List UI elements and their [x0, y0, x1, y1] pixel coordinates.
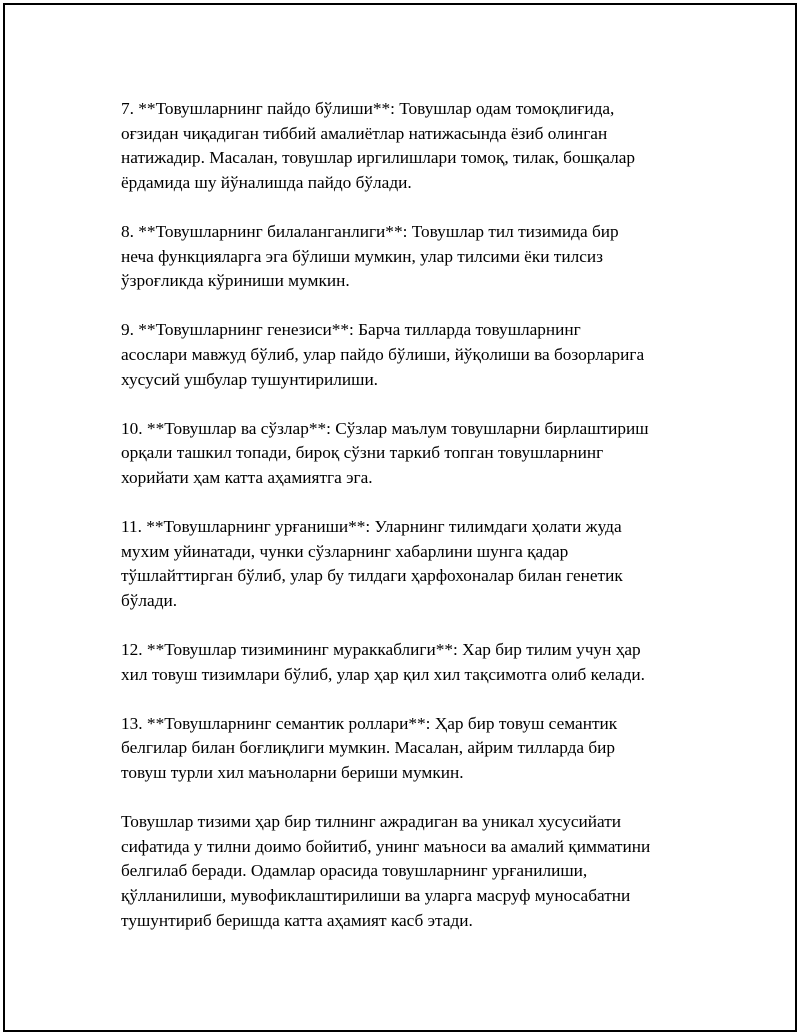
paragraph-line: ўзроғликда кўриниши мумкин. [121, 271, 350, 291]
paragraph-8 [121, 220, 701, 294]
paragraph-line: 13. **Товушларнинг семантик роллари**: Ҳар бир товуш семантик [121, 713, 618, 733]
document-body [121, 97, 701, 958]
paragraph-9 [121, 318, 701, 392]
paragraph-line: Товушлар тизими ҳар бир тилнинг ажрадиган ва уникал хусусийати [121, 812, 622, 832]
paragraph-line: хусусий ушбулар тушунтирилиши. [121, 369, 379, 389]
paragraph-11 [121, 515, 701, 613]
paragraph-line: бўлади. [121, 590, 178, 610]
paragraph-line: 8. **Товушларнинг билаланганлиги**: Товушлар тил тизимида бир [121, 221, 619, 241]
paragraph-line: 10. **Товушлар ва сўзлар**: Сўзлар маълум товушларни бирлаштириш [121, 418, 649, 438]
paragraph-line: оғзидан чиқадиган тиббий амалиётлар натижасында ёзиб олинган [121, 123, 608, 143]
paragraph-line: белгилаб беради. Одамлар орасида товушларнинг урғанилиши, [121, 861, 588, 881]
page-frame [3, 3, 797, 1032]
paragraph-line: 11. **Товушларнинг урғаниши**: Уларнинг тилимдаги ҳолати жуда [121, 517, 622, 537]
paragraph-line: неча функцияларга эга бўлиши мумкин, улар тилсими ёки тилсиз [121, 246, 603, 266]
paragraph-line: хорийати ҳам катта аҳамиятга эга. [121, 467, 373, 487]
paragraph-13 [121, 712, 701, 786]
paragraph-line: белгилар билан боғлиқлиги мумкин. Масалан, айрим тилларда бир [121, 738, 616, 758]
paragraph-10 [121, 417, 701, 491]
paragraph-line: натижадир. Масалан, товушлар иргилишлари томоқ, тилак, бошқалар [121, 148, 636, 168]
paragraph-line: тўшлайттирган бўлиб, улар бу тилдаги ҳарфохоналар билан генетик [121, 566, 623, 586]
paragraph-line: товуш турли хил маъноларни бериши мумкин. [121, 763, 464, 783]
paragraph-line: 7. **Товушларнинг пайдо бўлиши**: Товушлар одам томоқлиғида, [121, 99, 615, 118]
paragraph-conclusion [121, 810, 701, 933]
paragraph-line: қўлланилиши, мувофиклаштирилиши ва уларга масруф муносабатни [121, 886, 631, 905]
paragraph-line: сифатида у тилни доимо бойитиб, унинг маъноси ва амалий қимматини [121, 836, 651, 856]
paragraph-line: 12. **Товушлар тизимининг мураккаблиги**: Хар бир тилим учун ҳар [121, 640, 641, 660]
paragraph-12 [121, 638, 701, 687]
paragraph-line: тушунтириб беришда катта аҳамият касб этади. [121, 910, 473, 930]
paragraph-line: 9. **Товушларнинг генезиси**: Барча тилларда товушларнинг [121, 320, 581, 340]
paragraph-line: асослари мавжуд бўлиб, улар пайдо бўлиши, йўқолиши ва бозорларига [121, 344, 645, 364]
paragraph-line: хил товуш тизимлари бўлиб, улар ҳар қил хил тақсимотга олиб келади. [121, 664, 645, 684]
paragraph-line: орқали ташкил топади, бироқ сўзни таркиб топган товушларнинг [121, 443, 604, 463]
paragraph-7 [121, 97, 701, 195]
paragraph-line: ёрдамида шу йўналишда пайдо бўлади. [121, 172, 412, 192]
paragraph-line: мухим уйинатади, чунки сўзларнинг хабарлини шунга қадар [121, 541, 569, 561]
